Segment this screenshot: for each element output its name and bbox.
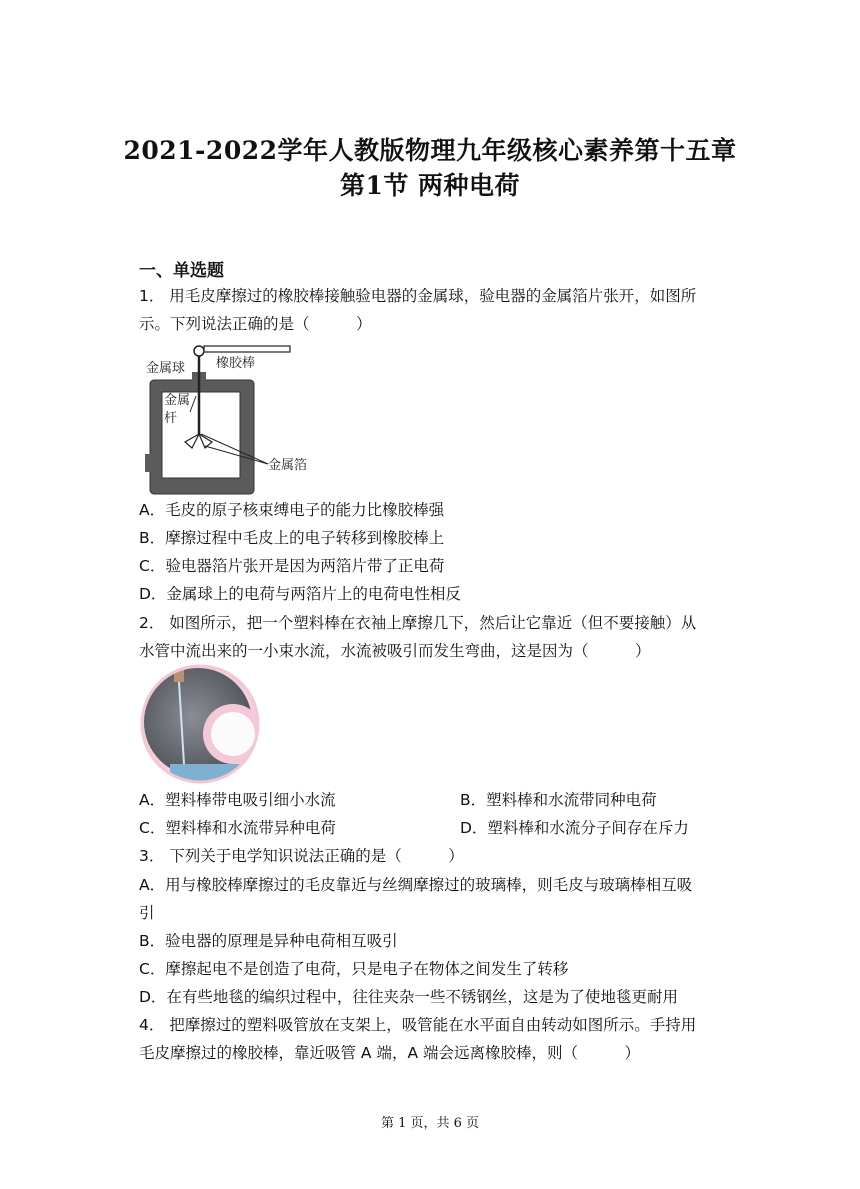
label-metal-foil: 金属箔 <box>268 458 308 473</box>
q2-option-a: A．塑料棒带电吸引细小水流 <box>139 791 336 809</box>
q3-option-a-line2: 引 <box>139 904 155 922</box>
q3-option-d: D．在有些地毯的编织过程中，往往夹杂一些不锈钢丝，这是为了使地毯更耐用 <box>139 988 678 1006</box>
title-line-1: 2021-2022学年人教版物理九年级核心素养第十五章 <box>123 136 737 165</box>
q2-option-c: C．塑料棒和水流带异种电荷 <box>139 819 336 837</box>
q3-option-b: B．验电器的原理是异种电荷相互吸引 <box>139 932 398 950</box>
q1-option-c: C．验电器箔片张开是因为两箔片带了正电荷 <box>139 557 445 575</box>
q1-option-d: D．金属球上的电荷与两箔片上的电荷电性相反 <box>139 585 461 603</box>
q3-option-a-line1: A．用与橡胶棒摩擦过的毛皮靠近与丝绸摩擦过的玻璃棒，则毛皮与玻璃棒相互吸 <box>139 876 693 894</box>
label-metal-stem-b: 杆 <box>164 411 178 426</box>
q1-option-b: B．摩擦过程中毛皮上的电子转移到橡胶棒上 <box>139 529 445 547</box>
q2-option-b: B．塑料棒和水流带同种电荷 <box>460 791 657 809</box>
section-heading: 一、单选题 <box>139 261 224 281</box>
water-stream-photo <box>140 664 264 784</box>
page-footer: 第 1 页，共 6 页 <box>380 1116 480 1131</box>
q2-stem-line2: 水管中流出来的一小束水流，水流被吸引而发生弯曲，这是因为（ ） <box>139 642 651 660</box>
q3-option-c: C．摩擦起电不是创造了电荷，只是电子在物体之间发生了转移 <box>139 960 569 978</box>
electroscope-figure <box>140 342 340 497</box>
q1-stem-line2: 示。下列说法正确的是（ ） <box>139 315 372 333</box>
label-metal-ball: 金属球 <box>146 361 186 376</box>
q4-stem-line2: 毛皮摩擦过的橡胶棒，靠近吸管 A 端，A 端会远离橡胶棒，则（ ） <box>139 1044 640 1062</box>
q1-stem-line1: 1． 用毛皮摩擦过的橡胶棒接触验电器的金属球，验电器的金属箔片张开，如图所 <box>139 287 697 305</box>
q2-stem-line1: 2． 如图所示，把一个塑料棒在衣袖上摩擦几下，然后让它靠近（但不要接触）从 <box>139 614 697 632</box>
q3-stem: 3． 下列关于电学知识说法正确的是（ ） <box>139 847 464 865</box>
q4-stem-line1: 4． 把摩擦过的塑料吸管放在支架上，吸管能在水平面自由转动如图所示。手持用 <box>139 1016 697 1034</box>
title-line-2: 第1节 两种电荷 <box>339 171 521 200</box>
q1-option-a: A．毛皮的原子核束缚电子的能力比橡胶棒强 <box>139 501 445 519</box>
q2-option-d: D．塑料棒和水流分子间存在斥力 <box>460 819 689 837</box>
label-rubber-rod: 橡胶棒 <box>216 356 256 371</box>
label-metal-stem-a: 金属 <box>164 393 191 408</box>
